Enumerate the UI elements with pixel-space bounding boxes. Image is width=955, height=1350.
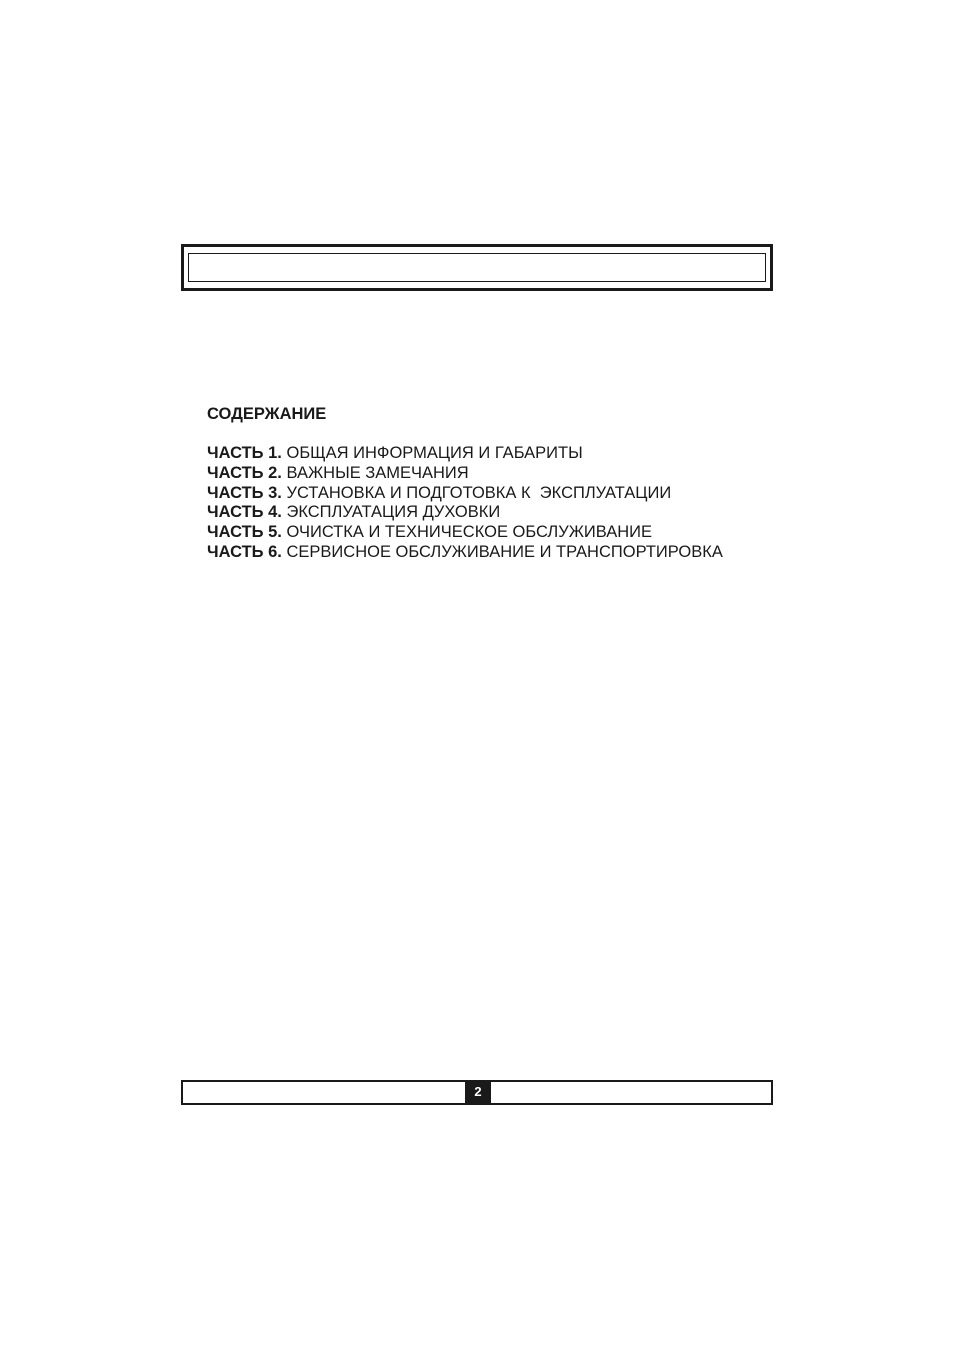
contents-item-prefix: ЧАСТЬ 4. bbox=[207, 503, 282, 522]
contents-item-text: ЭКСПЛУАТАЦИЯ ДУХОВКИ bbox=[286, 503, 501, 522]
contents-item-prefix: ЧАСТЬ 3. bbox=[207, 483, 282, 502]
contents-item-prefix: ЧАСТЬ 5. bbox=[207, 523, 282, 542]
contents-item-part-4 bbox=[207, 503, 723, 523]
header-inner-frame bbox=[188, 253, 766, 282]
contents-item-prefix: ЧАСТЬ 1. bbox=[207, 444, 282, 462]
contents-item-part-2 bbox=[207, 464, 723, 484]
contents-list bbox=[207, 444, 723, 563]
page-number: 2 bbox=[465, 1080, 491, 1105]
contents-item-part-1 bbox=[207, 444, 723, 464]
contents-item-prefix: ЧАСТЬ 2. bbox=[207, 463, 282, 482]
contents-item-text: ОЧИСТКА И ТЕХНИЧЕСКОЕ ОБСЛУЖИВАНИЕ bbox=[286, 523, 653, 542]
contents-item-text: СЕРВИСНОЕ ОБСЛУЖИВАНИЕ И ТРАНСПОРТИРОВКА bbox=[286, 542, 723, 561]
contents-item-part-6 bbox=[207, 543, 723, 563]
contents-item-text: ОБЩАЯ ИНФОРМАЦИЯ И ГАБАРИТЫ bbox=[286, 444, 583, 462]
contents-item-part-5 bbox=[207, 523, 723, 543]
header-frame bbox=[181, 244, 773, 291]
contents-title: СОДЕРЖАНИЕ bbox=[207, 405, 327, 423]
contents-item-prefix: ЧАСТЬ 6. bbox=[207, 542, 282, 561]
contents-item-text: УСТАНОВКА И ПОДГОТОВКА К ЭКСПЛУАТАЦИИ bbox=[286, 483, 672, 502]
contents-item-part-3 bbox=[207, 484, 723, 504]
contents-item-text: ВАЖНЫЕ ЗАМЕЧАНИЯ bbox=[286, 463, 469, 482]
